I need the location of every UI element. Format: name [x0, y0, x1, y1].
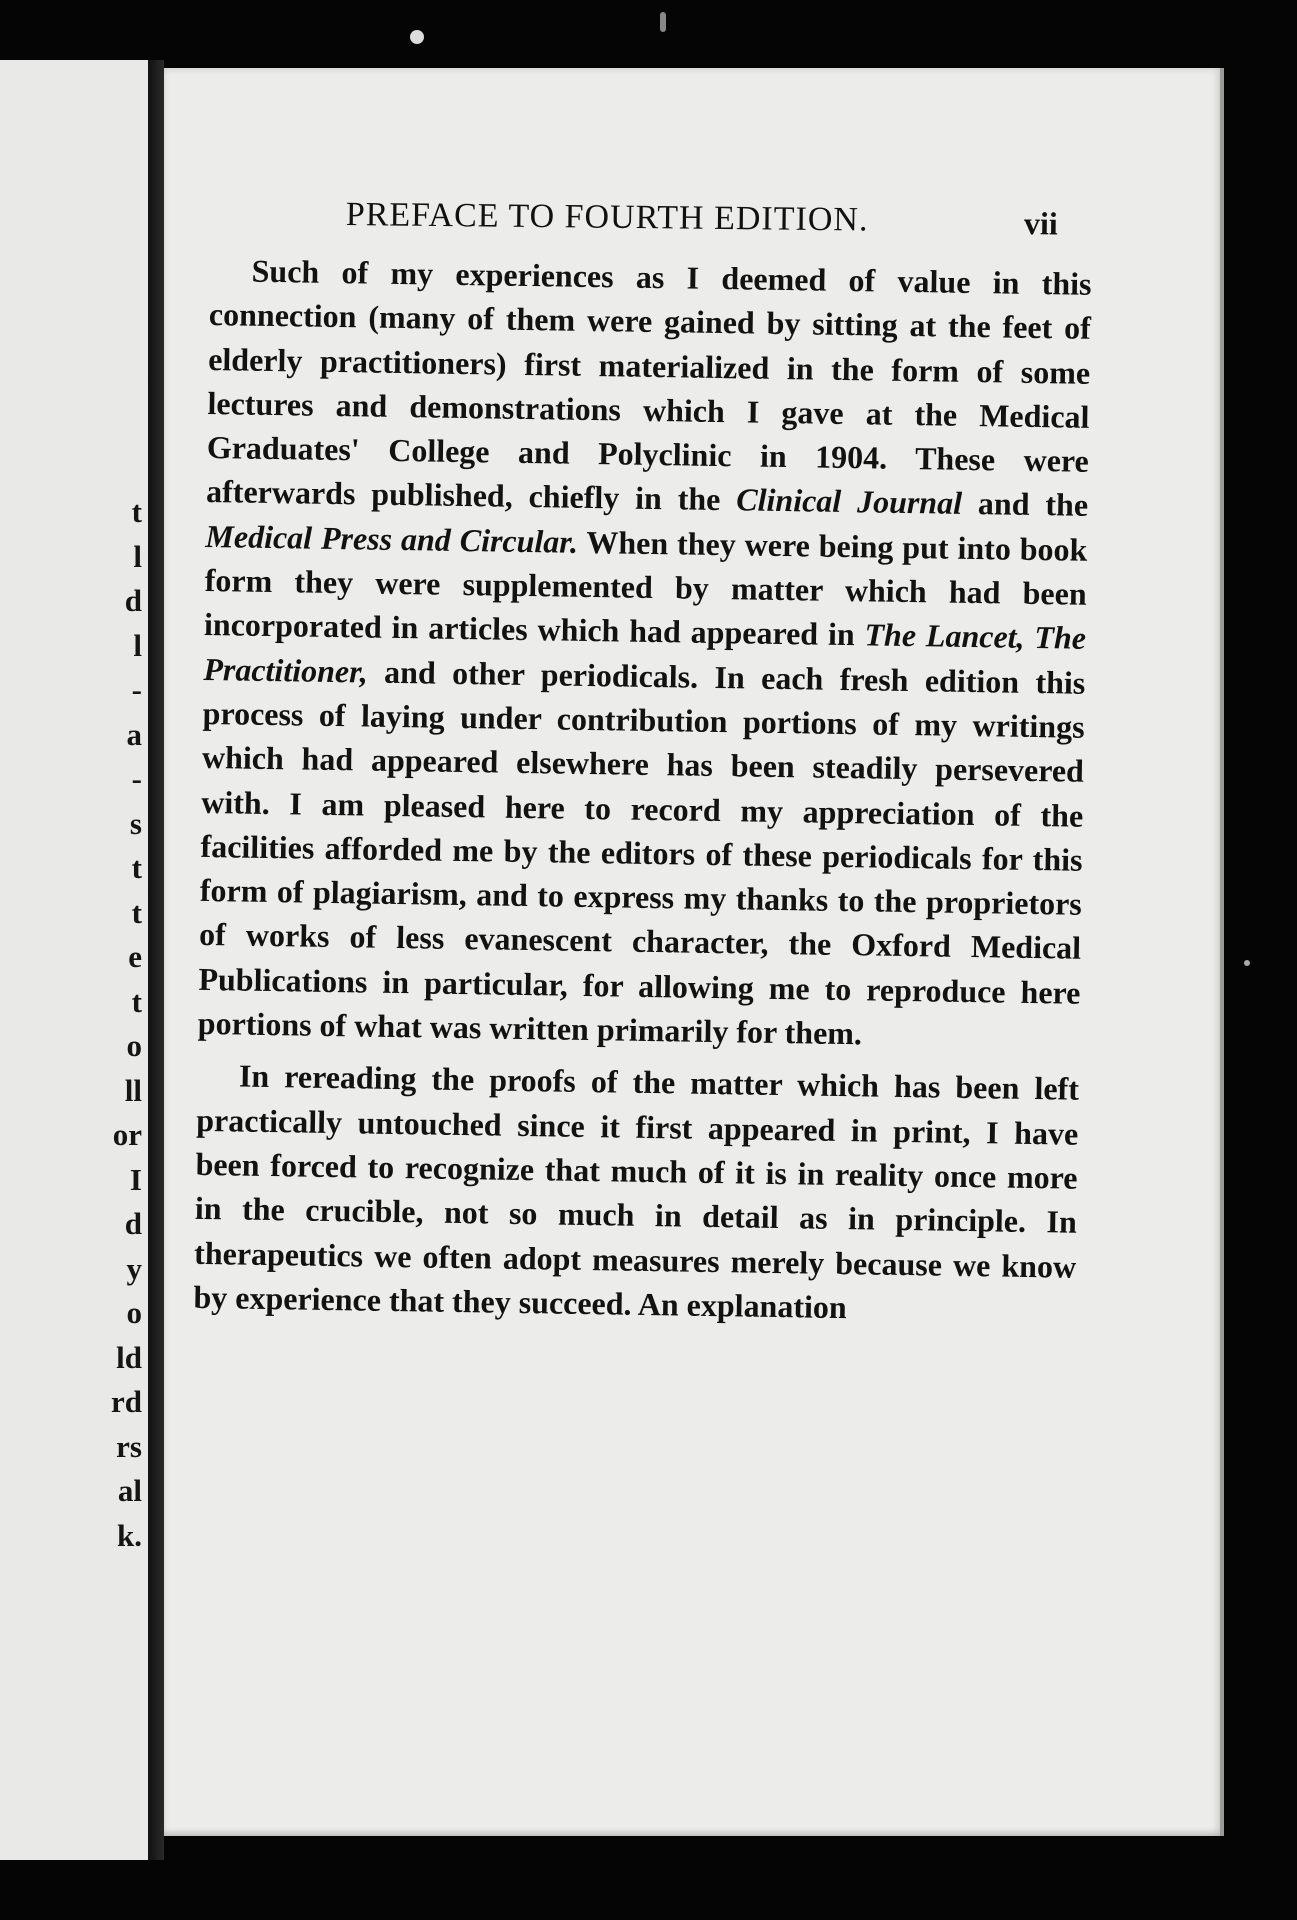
page-edge [1220, 68, 1224, 1836]
fragment-line: k. [117, 1517, 142, 1553]
page-number: vii [1023, 205, 1058, 242]
fragment-line: rs [116, 1428, 142, 1464]
fragment-line: al [117, 1473, 142, 1508]
fragment-line: y [126, 1250, 142, 1286]
page-header [346, 196, 1058, 241]
fragment-line: a [126, 716, 142, 752]
scan-speck [660, 12, 666, 32]
fragment-line: t [131, 983, 142, 1019]
paragraph-1-text-3: When they were being put into book form they were supplemented by matter which had been incorporated in articles which had appeared in [203, 523, 1088, 653]
journal-title-medical-press: Medical Press and Circular. [205, 517, 579, 560]
journal-title-clinical: Clinical Journal [736, 481, 963, 522]
book-gutter [148, 60, 164, 1860]
scan-speck [1244, 960, 1250, 966]
paragraph-1-text-4: and other periodicals. In each fresh edition this process of laying under contribution portions of my writings which had appeared elsewhere has been steadily persevered with. I am pleased here to record my appreciation of the facilities afforded me by the editors of these periodicals for this form of plagiarism, and to express my thanks to the proprietors of works of less evanescent character, the Oxford Medical Publications in particular, for allowing me to reproduce here portions of what was written primarily for them. [197, 653, 1086, 1052]
page-body [193, 248, 1092, 1333]
fragment-line: rd [111, 1384, 142, 1419]
fragment-line: t [131, 894, 142, 930]
fragment-line: o [126, 1028, 142, 1063]
previous-page-line-endings [62, 490, 142, 1558]
fragment-line: ll [124, 1072, 142, 1108]
fragment-line: l [133, 538, 142, 574]
running-head: PREFACE TO FOURTH EDITION. [345, 196, 869, 239]
fragment-line: e [128, 939, 142, 974]
paragraph-1 [197, 248, 1091, 1059]
fragment-line: s [129, 805, 142, 841]
fragment-line: l [133, 627, 142, 663]
previous-page-fragment [0, 60, 150, 1860]
paragraph-1-text-1: Such of my experiences as I deemed of value in this connection (many of them were gained by sitting at the feet of elderly practitioners) first materialized in the form of some lectures and demonstrations which I gave at the Medical Graduates' College and Polyclinic in 1904. These were afterwards published, chiefly in the [205, 252, 1092, 518]
fragment-line: d [124, 1206, 142, 1241]
fragment-line: o [126, 1295, 142, 1330]
book-page [164, 68, 1224, 1836]
fragment-line: or [112, 1117, 142, 1152]
paragraph-1-text-2: and the [961, 485, 1089, 524]
fragment-line: t [131, 850, 142, 885]
fragment-line: I [129, 1161, 142, 1197]
scan-speck [410, 30, 424, 44]
fragment-line: - [131, 761, 142, 796]
journal-titles-lancet-practitioner: The Lancet, The Practitioner, [203, 616, 1087, 690]
fragment-line: d [124, 583, 142, 618]
paragraph-2: In rereading the proofs of the matter which has been left practically untouched since it first appeared in print, I have been forced to recognize that much of it is in reality once more in the crucible, not so much in detail as in principle. In therapeutics we often adopt measures merely because we know by experience that they succeed. An explanation [193, 1057, 1080, 1325]
fragment-line: t [131, 494, 142, 529]
fragment-line: ld [116, 1339, 142, 1375]
fragment-line: - [131, 672, 142, 707]
